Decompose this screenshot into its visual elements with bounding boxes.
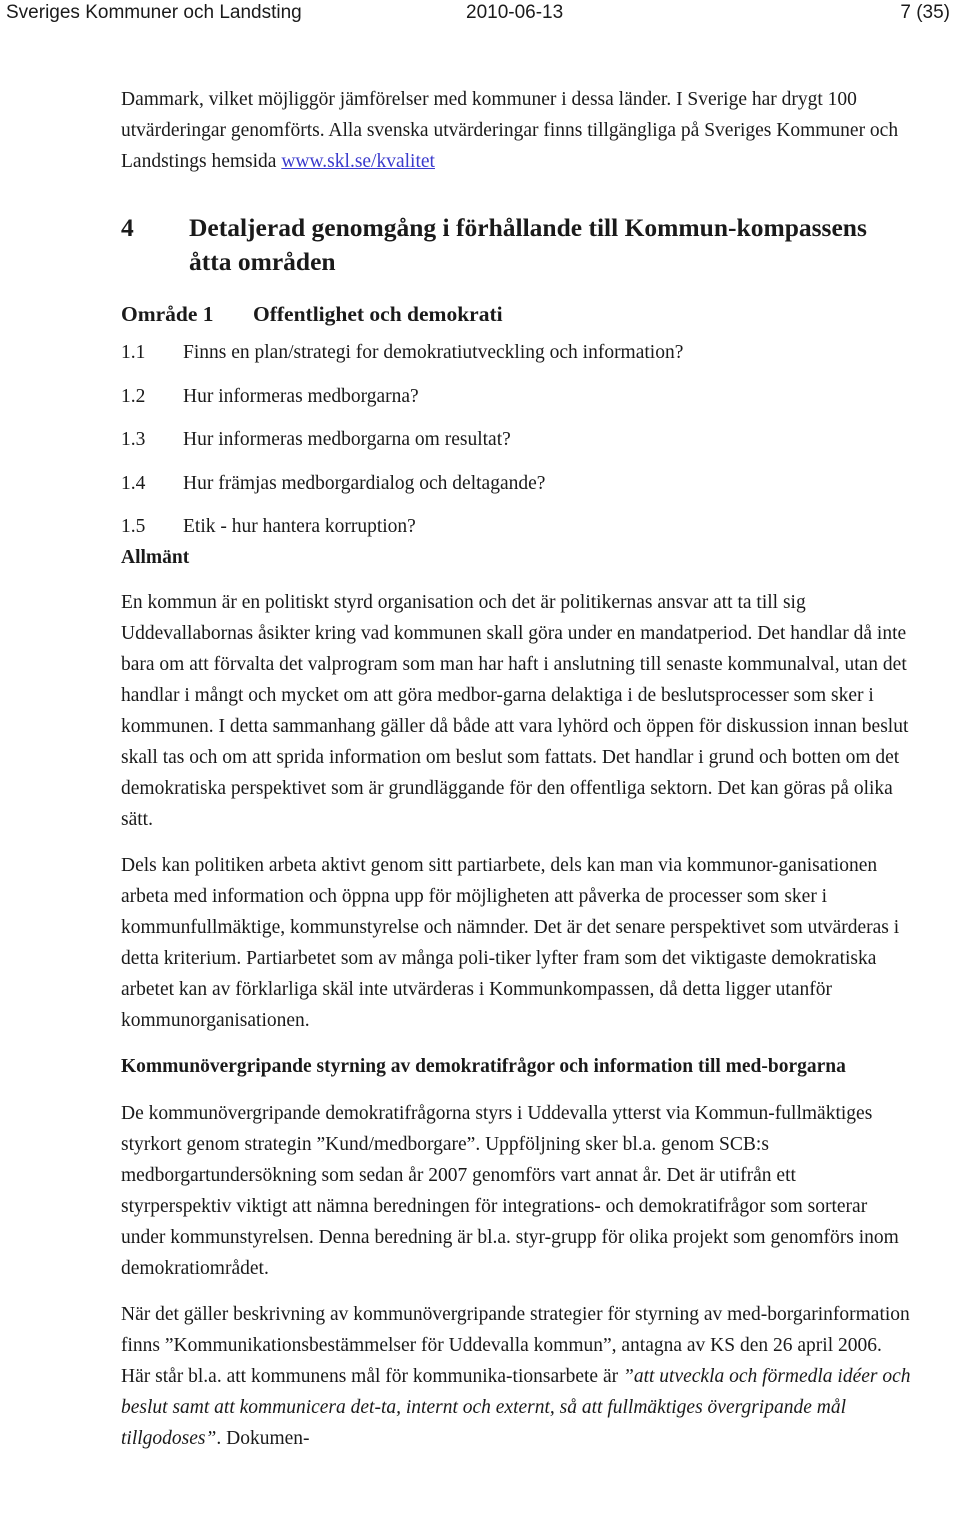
question-text: Etik - hur hantera korruption? [183, 516, 416, 537]
general-paragraph-1: En kommun är en politiskt styrd organisation och det är politikernas ansvar att ta till sig Uddevallabornas åsikter kring vad kommunen skall göra under en mandatperiod. Det handlar då inte bara om att förvalta det valprogram som man har haft i anslutning till senaste kommunalval, utan det handlar i mångt och mycket om att göra medbor-garna delaktiga i de beslutsprocesser som sker i kommunen. I detta sammanhang gäller då både att vara lyhörd och öppen för diskussion innan beslut skall tas och om att sprida information om beslut som fattats. Det handlar i grund och botten om det demokratiska perspektivet som är grundläggande för den offentliga sektorn. Det kan göras på olika sätt. [121, 592, 909, 830]
steering-paragraph-2-start: När det gäller beskrivning av kommunövergripande strategier för styrning av med-borgarinformation finns ”Kommunikationsbestämmelser för Uddevalla kommun”, antagna av KS den 26 april 2006. Här står bl.a. att kommunens mål för kommunika-tionsarbete är [121, 1304, 910, 1387]
question-number: 1.3 [121, 429, 146, 450]
question-number: 1.4 [121, 472, 146, 494]
steering-quote: ”att utveckla och förmedla idéer och beslut samt att kommunicera det-ta, internt och externt, så att fullmäktiges övergripande mål tillgodoses” [121, 1366, 911, 1449]
question-number: 1.2 [121, 385, 146, 407]
question-item [121, 472, 911, 496]
steering-paragraph-1: De kommunövergripande demokratifrågorna styrs i Uddevalla ytterst via Kommun-fullmäktiges styrkort genom strategin ”Kund/medborgare”. Uppföljning sker bl.a. genom SCB:s medborgartundersökning som sedan år 2007 genomförs vart annat år. Det är utifrån ett styrperspektiv viktigt att nämna beredningen för integrations- och demokratifrågor som sorterar under kommunstyrelsen. Denna beredning är bl.a. styr-grupp för olika projekt som genomförs inom demokratiområdet. [121, 1103, 899, 1279]
question-text: Hur främjas medborgardialog och deltagande? [183, 472, 546, 494]
question-text: Hur informeras medborgarna? [183, 385, 419, 407]
section-number: 4 [121, 213, 134, 242]
question-number: 1.5 [121, 516, 146, 537]
area-label: Område 1 [121, 302, 214, 326]
area-title: Offentlighet och demokrati [253, 302, 503, 326]
area-heading [121, 299, 911, 329]
general-heading: Allmänt [121, 547, 190, 568]
question-item [121, 385, 911, 409]
question-number: 1.1 [121, 342, 146, 363]
header-org: Sveriges Kommuner och Landsting [6, 2, 302, 23]
page-header [0, 0, 960, 30]
steering-paragraph-2-end: . Dokumen- [216, 1428, 310, 1449]
question-item [121, 428, 911, 452]
intro-text: Dammark, vilket möjliggör jämförelser med kommuner i dessa länder. I Sverige har drygt 100 utvärderingar genomförts. Alla svenska utvärderingar finns tillgängliga på Sveriges Kommuner och Landstings hemsida [121, 89, 899, 172]
header-page-number: 7 (35) [900, 2, 950, 23]
document-body [121, 84, 911, 1469]
skl-quality-link[interactable]: www.skl.se/kvalitet [281, 151, 435, 172]
question-text: Hur informeras medborgarna om resultat? [183, 429, 511, 450]
steering-heading: Kommunövergripande styrning av demokratifrågor och information till med-borgarna [121, 1056, 846, 1077]
question-list [121, 341, 911, 539]
question-item [121, 515, 911, 539]
section-heading [121, 211, 911, 279]
section-title: Detaljerad genomgång i förhållande till Kommun-kompassens åtta områden [189, 213, 867, 276]
general-paragraph-2: Dels kan politiken arbeta aktivt genom sitt partiarbete, dels kan man via kommunor-ganisationen arbeta med information och öppna upp för möjligheten att påverka de processer som sker i kommunfullmäktige, kommunstyrelse och nämnder. Det är det senare perspektivet som utvärderas i detta kriterium. Partiarbetet som av många poli-tiker lyfter fram som det viktigaste demokratiska arbetet kan av förklarliga skäl inte utvärderas i Kommunkompassen, då detta ligger utanför kommunorganisationen. [121, 855, 900, 1031]
question-text: Finns en plan/strategi for demokratiutveckling och information? [183, 342, 684, 363]
intro-paragraph [121, 84, 911, 177]
header-date: 2010-06-13 [466, 2, 564, 23]
question-item [121, 341, 911, 365]
steering-paragraph-2 [121, 1299, 911, 1454]
